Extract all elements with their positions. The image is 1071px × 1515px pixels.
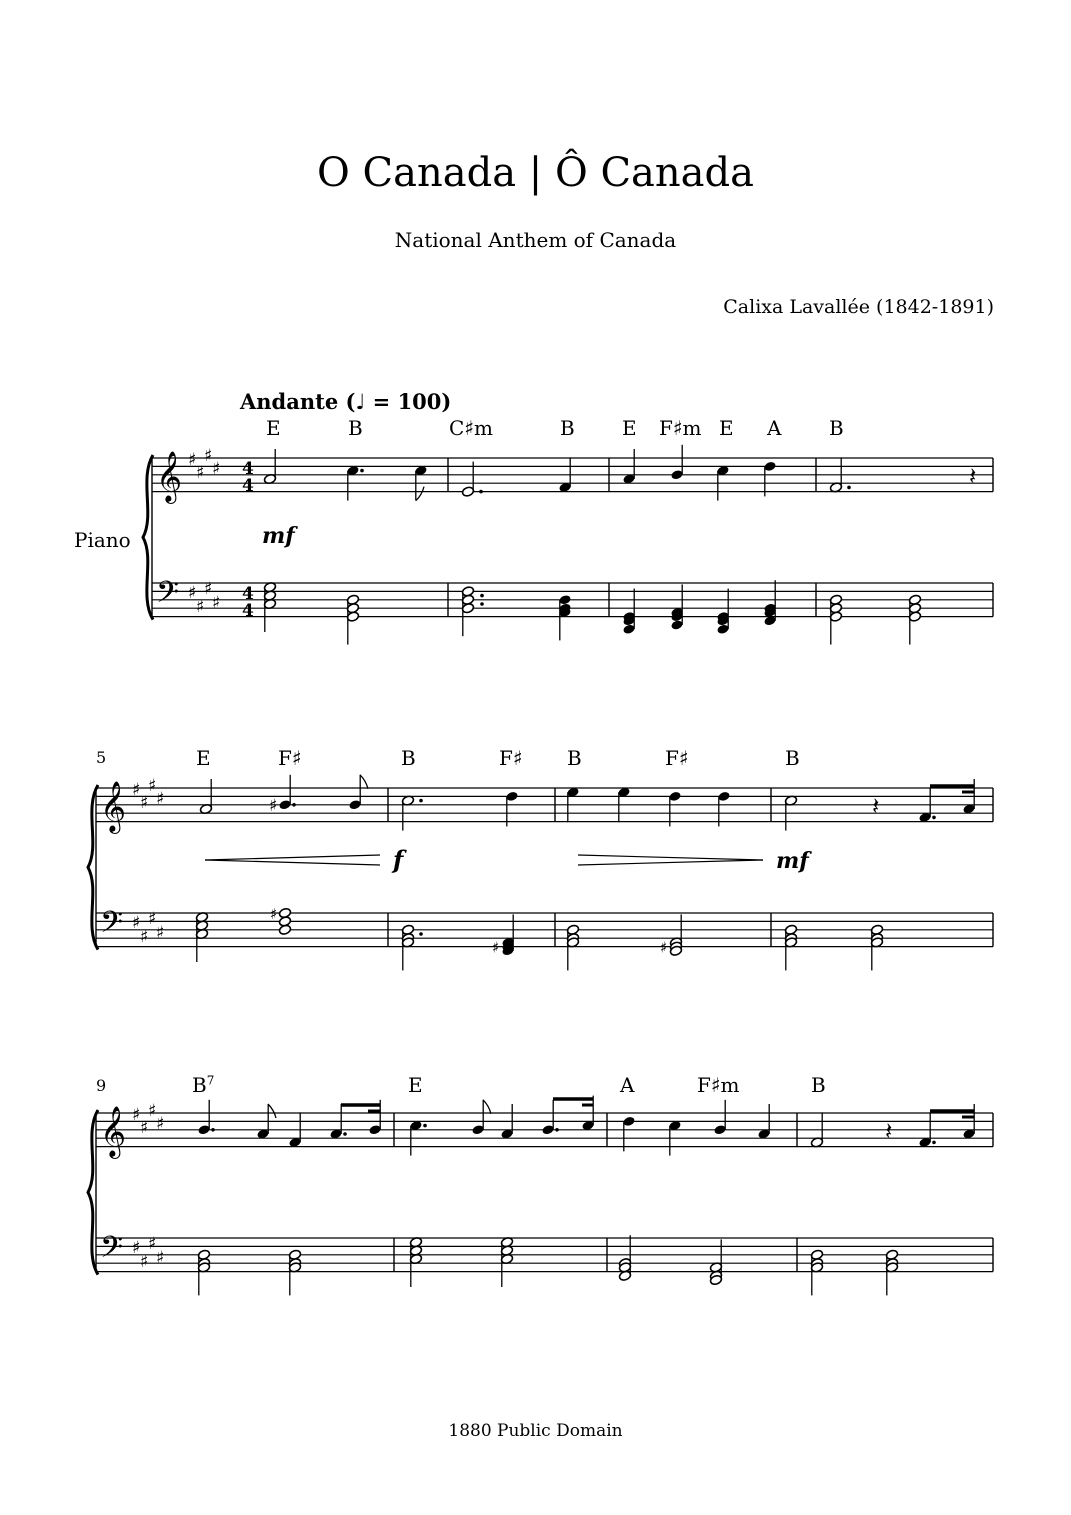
tempo-word: Andante ( [240,389,356,414]
chord-symbol: $B^7$ [192,1073,215,1097]
chord-symbol: A [767,416,782,440]
bass-clef-icon: 𝄢 [156,576,180,617]
key-sharp-icon: ♯ [156,1248,165,1268]
quarter-rest-icon: 𝄽 [872,792,880,820]
chord-symbol: F♯ [278,746,302,770]
augmentation-dot [479,490,483,494]
augmentation-dot [480,602,484,606]
copyright-footer: 1880 Public Domain [448,1421,623,1441]
page-subtitle: National Anthem of Canada [394,228,677,252]
chord-symbol: B [811,1073,826,1097]
treble-clef-icon: 𝄞 [100,1106,127,1157]
key-sharp-icon: ♯ [188,583,197,603]
chord-symbol: B [560,416,575,440]
key-sharp-icon: ♯ [140,1252,149,1272]
key-sharp-icon: ♯ [204,579,213,599]
composer-credit: Calixa Lavallée (1842-1891) [723,296,994,318]
augmentation-dot [211,1128,215,1132]
time-signature-top: 4 [242,584,254,604]
key-sharp-icon: ♯ [156,923,165,943]
bass-clef-icon: 𝄢 [100,1231,124,1272]
key-sharp-icon: ♯ [196,463,205,483]
augmentation-dot [423,1124,427,1128]
chord-symbol: B [829,416,844,440]
chord-symbol: A [620,1073,635,1097]
accidental-sharp-icon: ♯ [492,938,500,957]
augmentation-dot [847,486,851,490]
key-sharp-icon: ♯ [140,793,149,813]
key-sharp-icon: ♯ [156,789,165,809]
eighth-flag [416,487,424,501]
chord-symbol: E [408,1073,423,1097]
key-sharp-icon: ♯ [148,1101,157,1121]
chord-symbol: F♯m [697,1073,740,1097]
chord-symbol: B [348,416,363,440]
eighth-flag [268,1104,276,1118]
chord-symbol: E [719,416,734,440]
accidental-sharp-icon: ♯ [270,905,278,923]
page-title: O Canada | Ô Canada [317,150,754,196]
crescendo-hairpin [205,860,380,865]
chord-symbol: B [785,746,800,770]
accidental-sharp-icon: ♯ [660,938,668,957]
key-sharp-icon: ♯ [140,927,149,947]
key-sharp-icon: ♯ [148,1234,157,1254]
augmentation-dot [292,803,296,807]
chord-symbol: E [622,416,637,440]
diminuendo-hairpin [578,860,763,865]
chord-symbol: B [567,746,582,770]
key-sharp-icon: ♯ [132,1105,141,1125]
chord-symbol: E [196,746,211,770]
augmentation-dot [360,469,364,473]
chord-note-head [278,924,291,935]
augmentation-dot [932,816,936,820]
chord-symbol: C♯m [449,416,493,440]
crescendo-hairpin [205,855,380,860]
key-sharp-icon: ♯ [132,780,141,800]
augmentation-dot [932,1141,936,1145]
key-sharp-icon: ♯ [148,776,157,796]
bass-clef-icon: 𝄢 [100,906,124,947]
key-sharp-icon: ♯ [196,597,205,617]
eighth-flag [360,775,368,789]
augmentation-dot [480,594,484,598]
quarter-note-icon: ♩ [355,390,366,414]
key-sharp-icon: ♯ [148,909,157,929]
augmentation-dot [419,799,423,803]
treble-clef-icon: 𝄞 [100,781,127,832]
dynamic-f: f [393,845,404,874]
key-sharp-icon: ♯ [212,459,221,479]
augmentation-dot [555,1128,559,1132]
key-sharp-icon: ♯ [132,1238,141,1258]
key-sharp-icon: ♯ [204,446,213,466]
measure-number: 9 [96,1076,107,1095]
measure-number: 5 [96,748,107,767]
instrument-label: Piano [74,528,131,552]
time-signature-top: 4 [242,459,254,479]
time-signature-bottom: 4 [242,601,254,621]
augmentation-dot [419,932,423,936]
chord-symbol: F♯ [665,746,689,770]
key-sharp-icon: ♯ [132,913,141,933]
quarter-rest-icon: 𝄽 [885,1117,893,1145]
chord-symbol: F♯ [499,746,523,770]
augmentation-dot [343,1132,347,1136]
chord-symbol: B [401,746,416,770]
key-sharp-icon: ♯ [212,593,221,613]
chord-symbol: E [266,416,281,440]
key-sharp-icon: ♯ [140,1118,149,1138]
key-sharp-icon: ♯ [188,450,197,470]
key-sharp-icon: ♯ [156,1114,165,1134]
accidental-sharp-icon: ♯ [269,795,278,816]
eighth-flag [483,1100,491,1114]
diminuendo-hairpin [578,855,763,860]
time-signature-bottom: 4 [242,476,254,496]
dynamic-mf: mf [262,523,295,549]
dynamic-mf: mf [776,848,809,874]
quarter-rest-icon: 𝄽 [969,462,977,490]
chord-symbol: F♯m [659,416,702,440]
tempo-value: = 100) [372,389,452,414]
treble-clef-icon: 𝄞 [156,451,183,502]
